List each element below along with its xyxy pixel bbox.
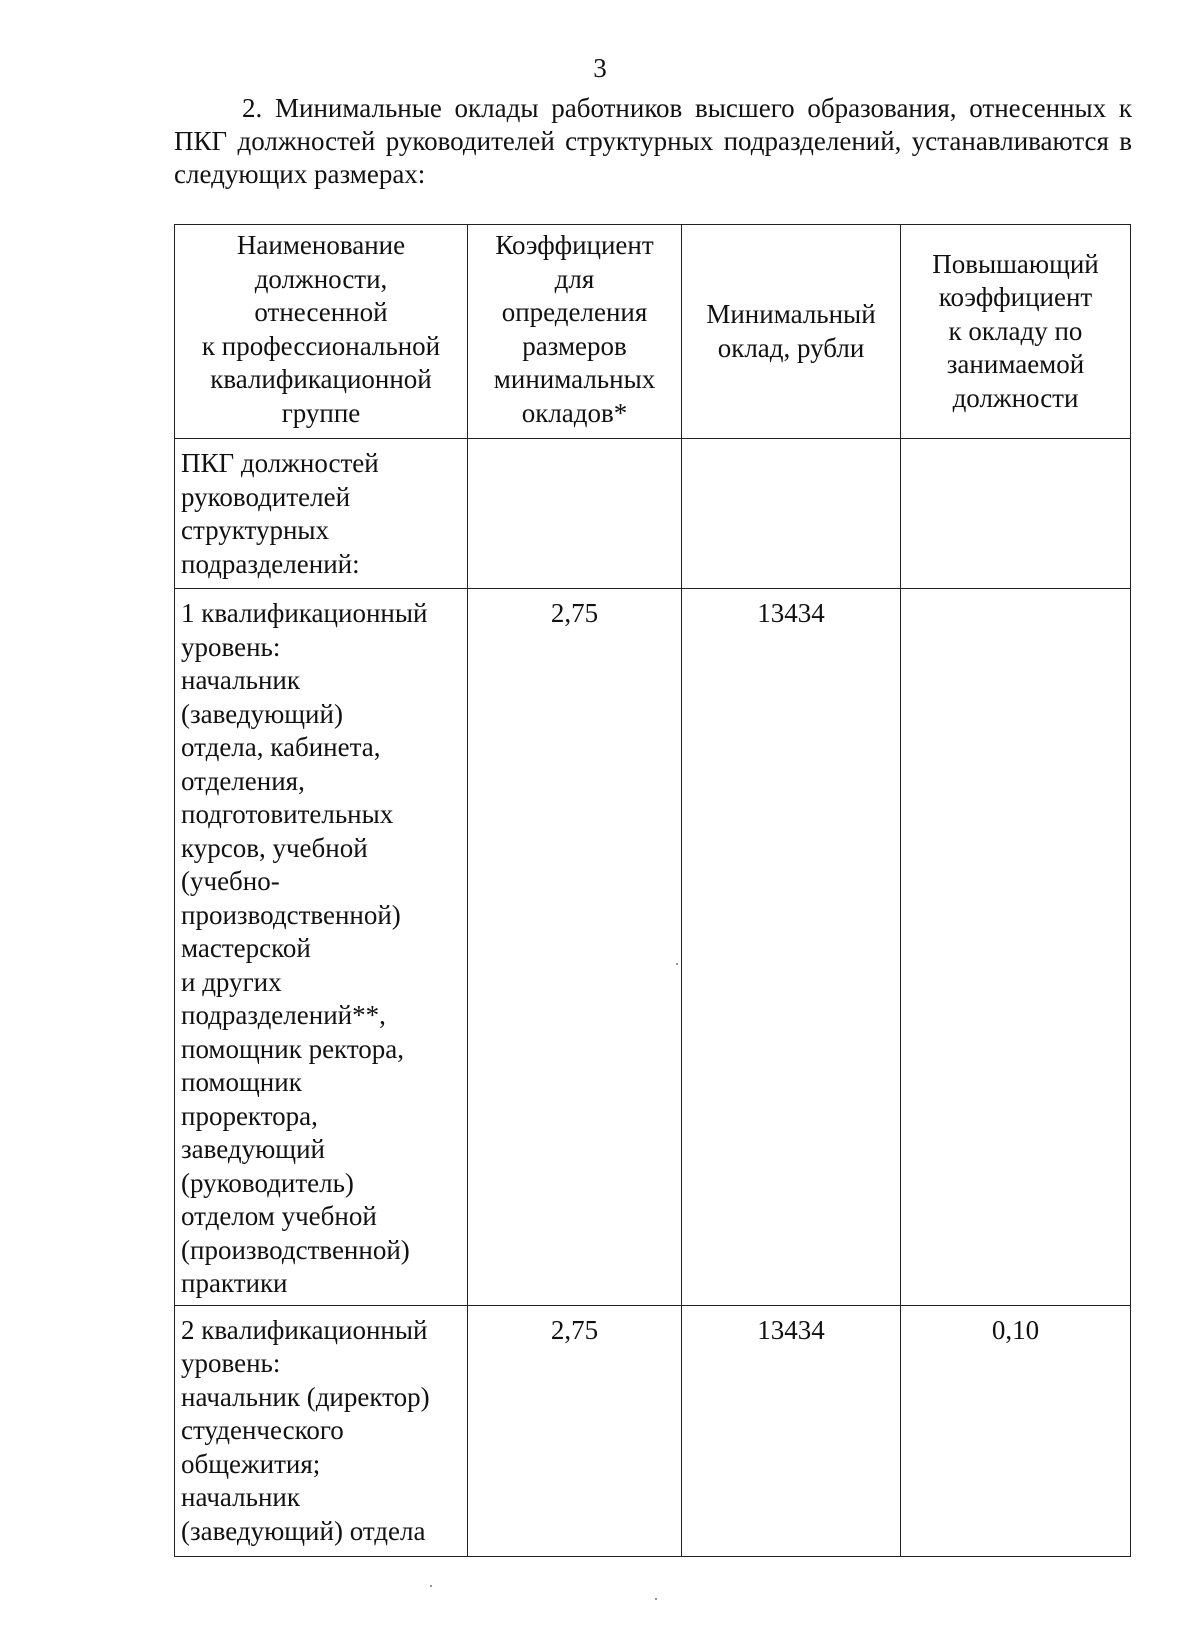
- scan-speck: [430, 1585, 432, 1587]
- level1-salary-cell: 13434: [682, 589, 901, 1306]
- header-position-name: Наименование должности, отнесенной к профессиональной квалификационной группе: [175, 225, 468, 439]
- table-row-group: [175, 439, 1131, 589]
- level2-salary-cell: 13434: [682, 1305, 901, 1556]
- table-row-level-1: [175, 589, 1131, 1306]
- scan-speck: [655, 1598, 657, 1600]
- level1-raise-cell: [901, 589, 1131, 1306]
- level2-coefficient-cell: 2,75: [468, 1305, 682, 1556]
- table-row-level-2: [175, 1305, 1131, 1556]
- header-raise-coefficient: Повышающий коэффициент к окладу по занимаемой должности: [901, 225, 1131, 439]
- page-number: 3: [593, 53, 607, 83]
- empty-cell: [682, 439, 901, 589]
- table-header-row: [175, 225, 1131, 439]
- header-coefficient: Коэффициент для определения размеров минимальных окладов*: [468, 225, 682, 439]
- level2-raise-cell: 0,10: [901, 1305, 1131, 1556]
- group-name-cell: ПКГ должностей руководителей структурных подразделений:: [175, 439, 468, 589]
- header-min-salary: Минимальный оклад, рубли: [682, 225, 901, 439]
- scan-speck: [676, 963, 678, 965]
- intro-paragraph: [174, 92, 1132, 191]
- intro-line: отнесенных к ПКГ должностей руководителей структурных: [174, 93, 1133, 156]
- intro-line: 2. Минимальные оклады работников высшего образования,: [242, 93, 957, 123]
- salary-table: [174, 224, 1131, 1557]
- empty-cell: [468, 439, 682, 589]
- level1-coefficient-cell: 2,75: [468, 589, 682, 1306]
- empty-cell: [901, 439, 1131, 589]
- level2-name-cell: 2 квалификационный уровень: начальник (директор) студенческого общежития; начальник (заведующий) отдела: [175, 1305, 468, 1556]
- level1-name-cell: 1 квалификационный уровень: начальник (заведующий) отдела, кабинета, отделения, подготовительных курсов, учебной (учебно- производственной) мастерской и других подразделений**, помощник ректора, помощник проректора, заведующий (руководитель) отделом учебной (производственной) практики: [175, 589, 468, 1306]
- intro-line: подразделений, устанавливаются в следующих размерах:: [174, 126, 1132, 189]
